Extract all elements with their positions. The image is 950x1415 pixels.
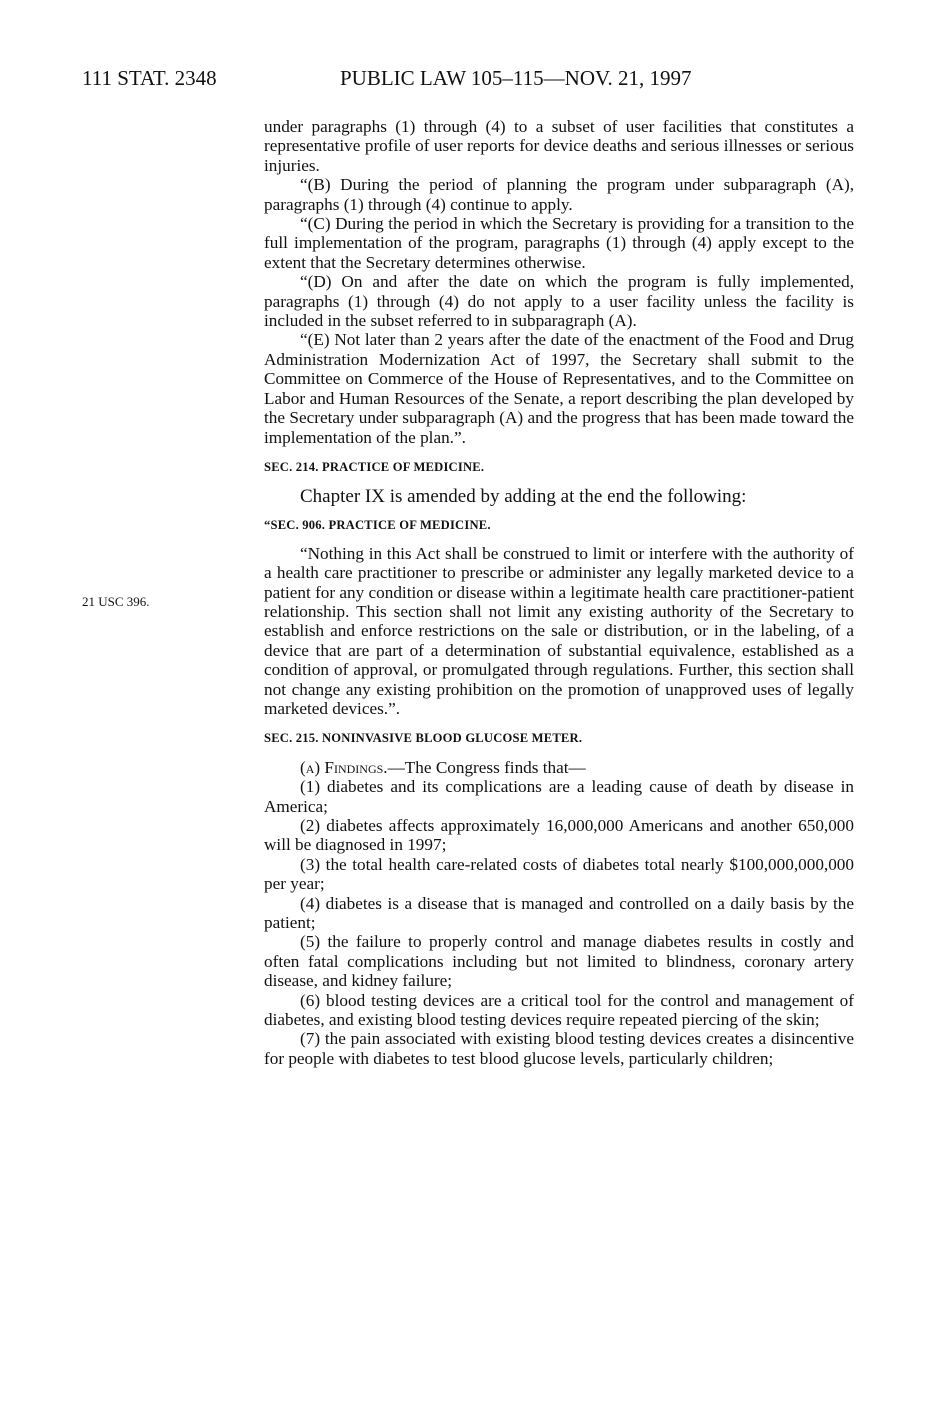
section-906-heading: “SEC. 906. PRACTICE OF MEDICINE.: [264, 518, 491, 533]
findings-label: (a) Findings.: [300, 757, 388, 777]
finding-item: (6) blood testing devices are a critical tool for the control and management of diabetes, and existing blood testing devices require repeated piercing of the skin;: [264, 990, 854, 1030]
finding-item: (7) the pain associated with existing blood testing devices creates a disincentive for people with diabetes to test blood glucose levels, particularly children;: [264, 1029, 854, 1068]
section-906-text: “Nothing in this Act shall be construed to limit or interfere with the authority of a health care practitioner to prescribe or administer any legally marketed device to a patient for any condition or disease within a legitimate health care practitioner-patient relationship. This section shall not limit any existing authority of the Secretary to establish and enforce restrictions on the sale or distribution, or in the labeling, of a device that are part of a determination of substantial equivalence, established as a condition of approval, or promulgated through regulations. Further, this section shall not change any existing prohibition on the promotion of unapproved uses of legally marketed devices.”.: [264, 543, 855, 718]
section-215-heading: SEC. 215. NONINVASIVE BLOOD GLUCOSE METER.: [264, 731, 583, 746]
finding-item: (4) diabetes is a disease that is managed and controlled on a daily basis by the patient;: [264, 893, 854, 933]
usc-margin-note: 21 USC 396.: [82, 594, 150, 609]
paragraph-C: “(C) During the period in which the Secretary is providing for a transition to the full implementation of the program, paragraphs (1) through (4) apply except to the extent that the Secretary determines otherwise.: [264, 214, 854, 272]
section-214-heading: SEC. 214. PRACTICE OF MEDICINE.: [264, 459, 485, 474]
findings-intro: [264, 758, 854, 777]
paragraph-E: “(E) Not later than 2 years after the date of the enactment of the Food and Drug Administration Modernization Act of 1997, the Secretary shall submit to the Committee on Commerce of the House of Representatives, and to the Committee on Labor and Human Resources of the Senate, a report describing the plan developed by the Secretary under subparagraph (A) and the progress that has been made toward the implementation of the plan.”.: [264, 330, 854, 447]
chapter-ix-amendment: Chapter IX is amended by adding at the end the following:: [300, 486, 747, 508]
finding-item: (3) the total health care-related costs of diabetes total nearly $100,000,000,000 per year;: [264, 854, 854, 894]
statute-page-number: 111 STAT. 2348: [82, 66, 217, 90]
paragraph-continuation: under paragraphs (1) through (4) to a subset of user facilities that constitutes a representative profile of user reports for device deaths and serious illnesses or serious injuries.: [264, 117, 854, 175]
finding-item: (1) diabetes and its complications are a leading cause of death by disease in America;: [264, 777, 854, 816]
finding-item: (5) the failure to properly control and manage diabetes results in costly and often fatal complications including but not limited to blindness, coronary artery disease, and kidney failure;: [264, 932, 854, 991]
findings-intro-text: —The Congress finds that—: [387, 757, 586, 777]
finding-item: (2) diabetes affects approximately 16,000,000 Americans and another 650,000 will be diagnosed in 1997;: [264, 816, 854, 855]
paragraph-B: “(B) During the period of planning the program under subparagraph (A), paragraphs (1) through (4) continue to apply.: [264, 175, 854, 214]
public-law-citation: PUBLIC LAW 105–115—NOV. 21, 1997: [340, 66, 692, 90]
main-text: [264, 117, 854, 1068]
paragraph-D: “(D) On and after the date on which the program is fully implemented, paragraphs (1) through (4) do not apply to a user facility unless the facility is included in the subset referred to in subparagraph (A).: [264, 272, 854, 331]
